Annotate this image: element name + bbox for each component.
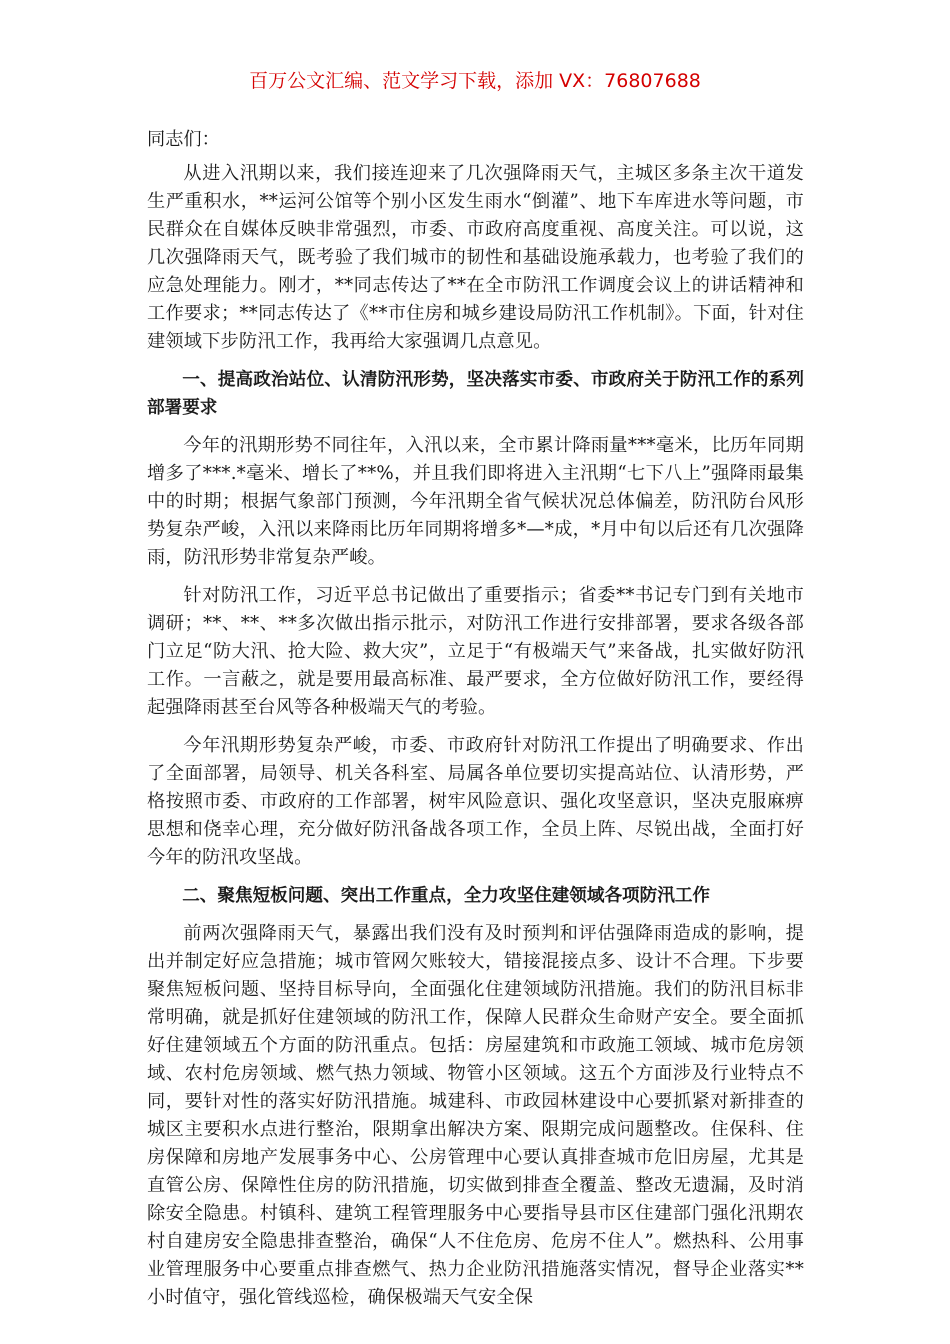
salutation: 同志们： bbox=[147, 129, 220, 150]
section-2-paragraph-1: 前两次强降雨天气，暴露出我们没有及时预判和评估强降雨造成的影响，提出并制定好应急措施；城市管网欠账较大，错接混接点多、设计不合理。下步要聚焦短板问题、坚持目标导向，全面强化住建领域防汛措施。我们的防汛目标非常明确，就是抓好住建领域的防汛工作，保障人民群众生命财产安全。要全面抓好住建领域五个方面的防汛重点。包括：房屋建筑和市政施工领域、城市危房领域、农村危房领域、燃气热力领域、物管小区领域。这五个方面涉及行业特点不同，要针对性的落实好防汛措施。城建科、市政园林建设中心要抓紧对新排查的城区主要积水点进行整治，限期拿出解决方案、限期完成问题整改。住保科、住房保障和房地产发展事务中心、公房管理中心要认真排查城市危旧房屋，尤其是直管公房、保障性住房的防汛措施，切实做到排查全覆盖、整改无遗漏，及时消除安全隐患。村镇科、建筑工程管理服务中心要指导县市区住建部门强化汛期农村自建房安全隐患排查整治，确保“人不住危房、危房不住人”。燃热科、公用事业管理服务中心要重点排查燃气、热力企业防汛措施落实情况，督导企业落实**小时值守，强化管线巡检，确保极端天气安全保 bbox=[147, 923, 804, 1308]
intro-paragraph: 从进入汛期以来，我们接连迎来了几次强降雨天气，主城区多条主次干道发生严重积水，**运河公馆等个别小区发生雨水“倒灌”、地下车库进水等问题，市民群众在自媒体反映非常强烈，市委、市政府高度重视、高度关注。可以说，这几次强降雨天气，既考验了我们城市的韧性和基础设施承载力，也考验了我们的应急处理能力。刚才，**同志传达了**在全市防汛工作调度会议上的讲话精神和工作要求；**同志传达了《**市住房和城乡建设局防汛工作机制》。下面，针对住建领域下步防汛工作，我再给大家强调几点意见。 bbox=[147, 163, 804, 352]
section-1-paragraph-2: 针对防汛工作，习近平总书记做出了重要指示；省委**书记专门到有关地市调研；**、**、**多次做出指示批示，对防汛工作进行安排部署，要求各级各部门立足“防大汛、抢大险、救大灾”，立足于“有极端天气”来备战，扎实做好防汛工作。一言蔽之，就是要用最高标准、最严要求，全方位做好防汛工作，要经得起强降雨甚至台风等各种极端天气的考验。 bbox=[147, 585, 804, 718]
section-1-paragraph-3: 今年汛期形势复杂严峻，市委、市政府针对防汛工作提出了明确要求、作出了全面部署，局领导、机关各科室、局属各单位要切实提高站位、认清形势，严格按照市委、市政府的工作部署，树牢风险意识、强化攻坚意识，坚决克服麻痹思想和侥幸心理，充分做好防汛备战各项工作，全员上阵、尽锐出战，全面打好今年的防汛攻坚战。 bbox=[147, 735, 804, 868]
header-banner: 百万公文汇编、范文学习下载，添加 VX：76807688 bbox=[249, 70, 701, 92]
section-1-heading: 一、提高政治站位、认清防汛形势，坚决落实市委、市政府关于防汛工作的系列部署要求 bbox=[147, 370, 804, 418]
document-body bbox=[147, 126, 804, 1308]
section-1-paragraph-1: 今年的汛期形势不同往年，入汛以来，全市累计降雨量***毫米，比历年同期增多了***.*毫米、增长了**%，并且我们即将进入主汛期“七下八上”强降雨最集中的时期；根据气象部门预测，今年汛期全省气候状况总体偏差，防汛防台风形势复杂严峻，入汛以来降雨比历年同期将增多*—*成，*月中旬以后还有几次强降雨，防汛形势非常复杂严峻。 bbox=[147, 435, 804, 568]
section-2-heading: 二、聚焦短板问题、突出工作重点，全力攻坚住建领域各项防汛工作 bbox=[182, 886, 711, 906]
